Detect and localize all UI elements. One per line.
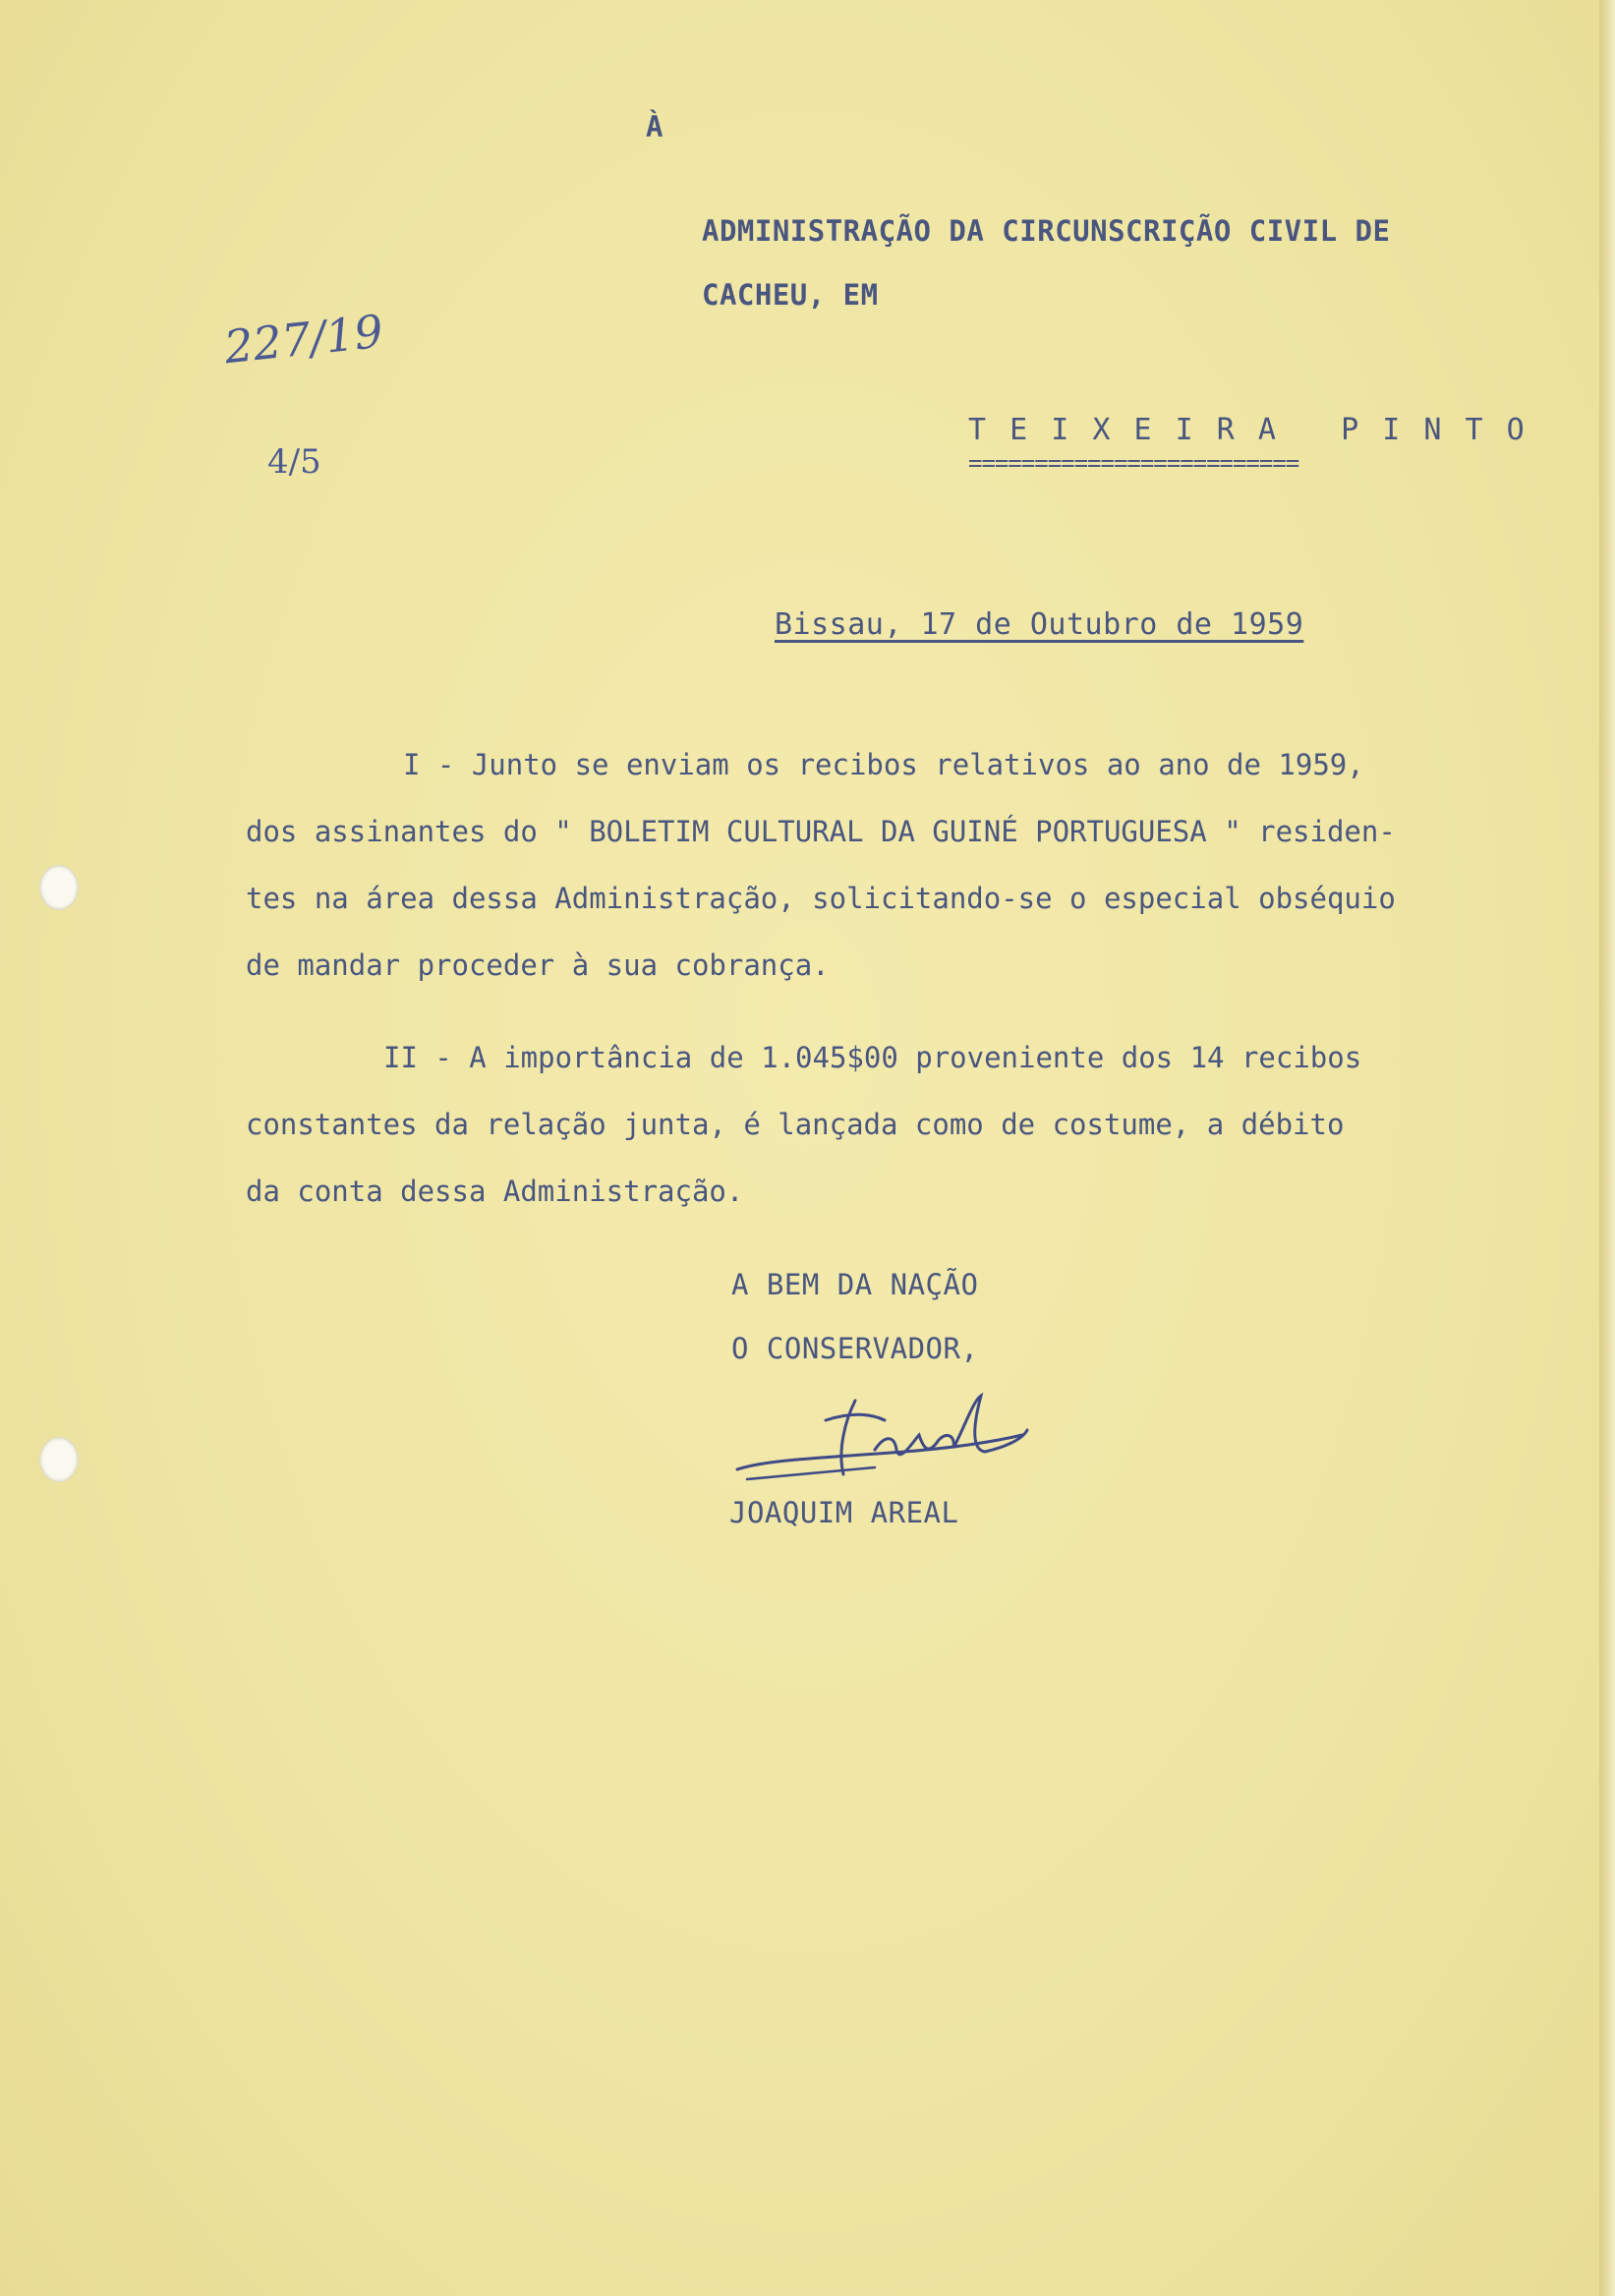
punch-hole-top xyxy=(39,865,79,910)
paragraph-2 xyxy=(246,1024,1553,1225)
addressee-prefix: À xyxy=(646,110,663,144)
paragraph-2-line-3: da conta dessa Administração. xyxy=(246,1175,744,1208)
place-underline-rule: ========================= xyxy=(968,449,1299,477)
addressee-line-2: CACHEU, EM xyxy=(702,278,879,312)
punch-hole-bottom xyxy=(39,1437,79,1482)
closing-title: O CONSERVADOR, xyxy=(731,1332,979,1365)
paragraph-1-line-4: de mandar proceder à sua cobrança. xyxy=(246,948,830,982)
handwritten-reference-number: 227/19 xyxy=(221,304,386,374)
dateline: Bissau, 17 de Outubro de 1959 xyxy=(775,607,1304,642)
paragraph-2-line-2: constantes da relação junta, é lançada como de costume, a débito xyxy=(246,1108,1345,1141)
paragraph-1-line-1: I - Junto se enviam os recibos relativos ao ano de 1959, xyxy=(403,748,1364,781)
paragraph-1-line-2: dos assinantes do " BOLETIM CULTURAL DA GUINÉ PORTUGUESA " residen- xyxy=(246,815,1396,848)
handwritten-page-mark: 4/5 xyxy=(267,442,321,482)
place-name: T E I X E I R A P I N T O xyxy=(968,413,1528,447)
paragraph-1 xyxy=(246,731,1553,999)
paper-edge xyxy=(1599,0,1615,2296)
signatory-name: JOAQUIM AREAL xyxy=(729,1496,959,1529)
paragraph-1-line-3: tes na área dessa Administração, solicitando-se o especial obséquio xyxy=(246,882,1396,915)
addressee-line-1: ADMINISTRAÇÃO DA CIRCUNSCRIÇÃO CIVIL DE xyxy=(702,214,1391,248)
handwritten-signature xyxy=(727,1381,1052,1509)
closing-salutation: A BEM DA NAÇÃO xyxy=(731,1268,979,1301)
paragraph-2-line-1: II - A importância de 1.045$00 proveniente dos 14 recibos xyxy=(383,1041,1362,1074)
